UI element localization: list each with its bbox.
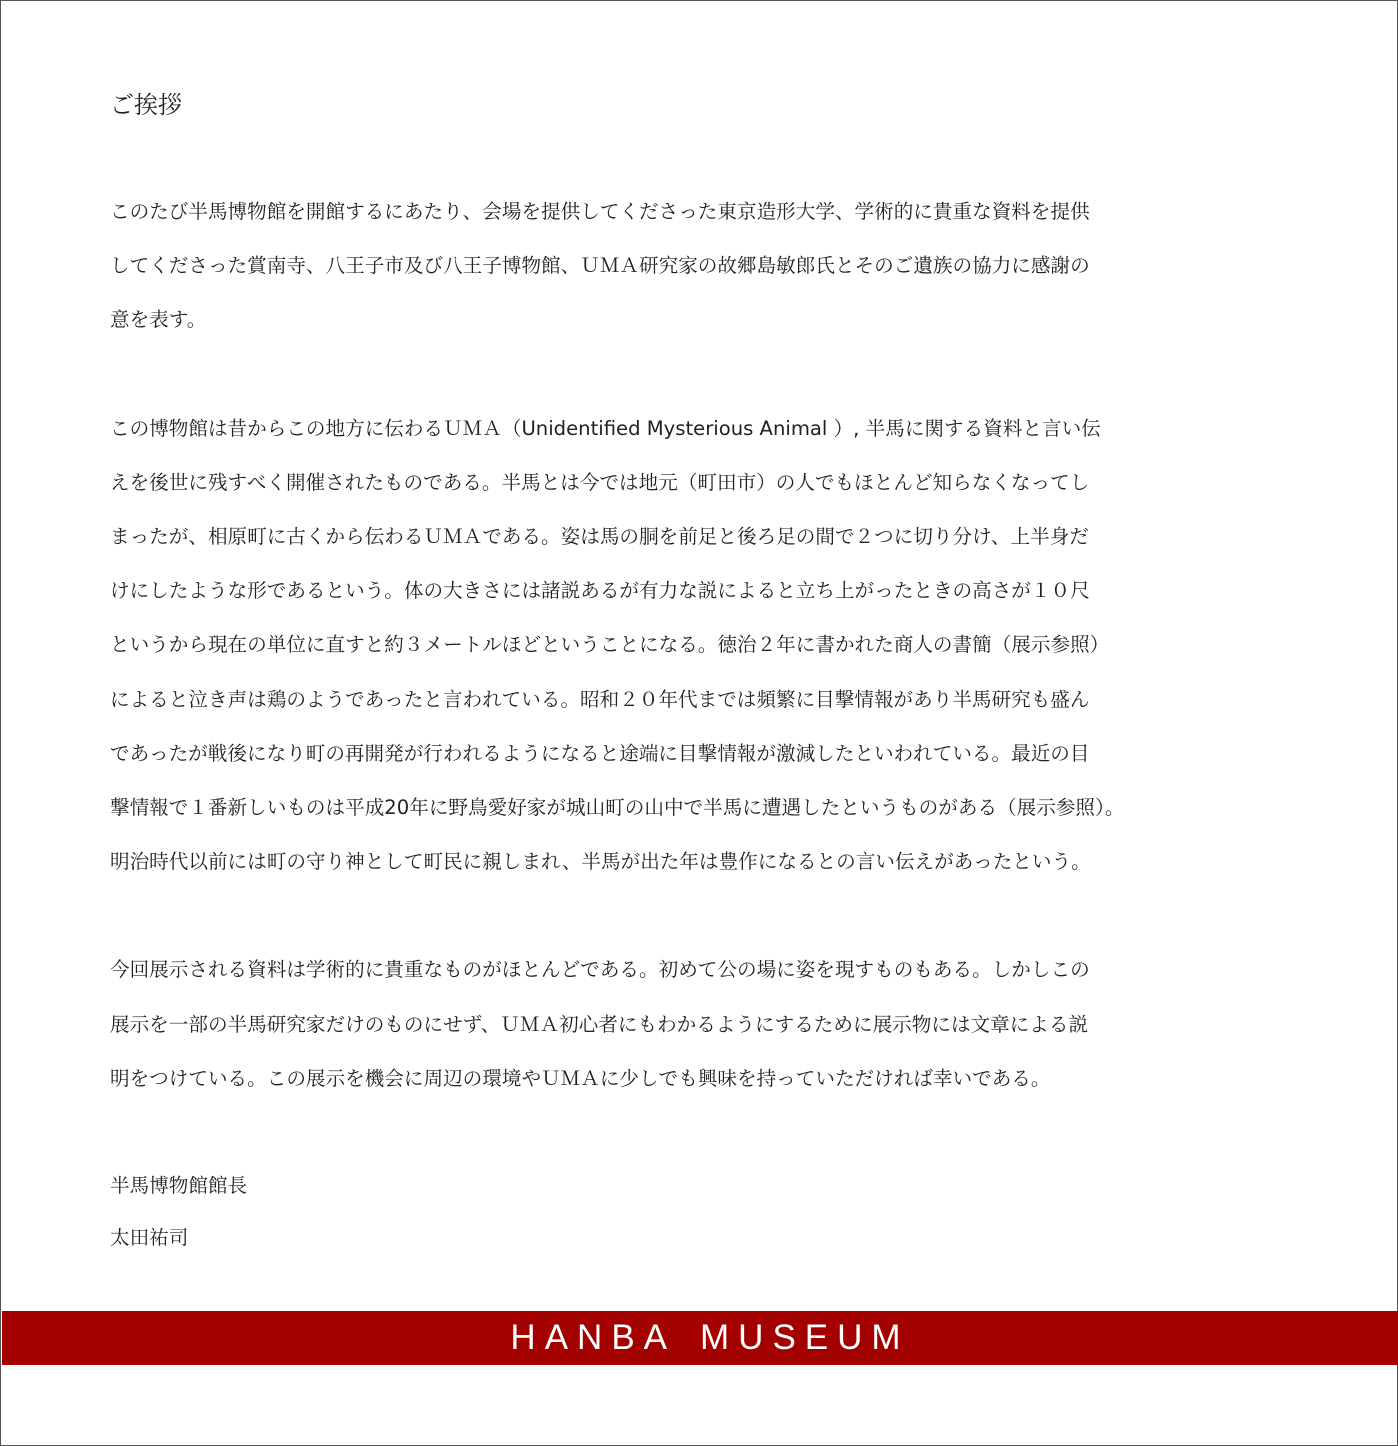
signature-position: 半馬博物館館長 (110, 1174, 248, 1198)
text-line: けにしたような形であるという。体の大きさには諸説あるが有力な説によると立ち上がったときの高さが１０尺 (110, 579, 1090, 603)
document-content (110, 83, 1350, 1264)
paragraph-acknowledgement (110, 185, 1350, 348)
signature-block (110, 1160, 1350, 1264)
text-line: このたび半馬博物館を開館するにあたり、会場を提供してくださった東京造形大学、学術的に貴重な資料を提供 (110, 200, 1090, 223)
signature-name: 太田祐司 (110, 1226, 189, 1250)
text-line: であったが戦後になり町の再開発が行われるようになると途端に目撃情報が激減したといわれている。最近の目 (110, 741, 1090, 765)
text-line: この博物館は昔からこの地方に伝わるＵＭＡ（Unidentified Mysterious Animal ）, 半馬に関する資料と言い伝 (110, 416, 1101, 440)
paragraph-spacer (110, 1106, 1350, 1160)
museum-name-word-1: HANBA (510, 1318, 677, 1357)
text-line: というから現在の単位に直すと約３メートルほどということになる。徳治２年に書かれた商人の書簡（展示参照） (110, 633, 1110, 657)
text-line: えを後世に残すべく開催されたものである。半馬とは今では地元（町田市）の人でもほとんど知らなくなってし (110, 470, 1090, 494)
paragraph-spacer (110, 348, 1350, 402)
text-line: 撃情報で１番新しいものは平成20年に野鳥愛好家が城山町の山中で半馬に遭遇したというものがある（展示参照）。 (110, 796, 1125, 820)
text-line: 展示を一部の半馬研究家だけのものにせず、ＵＭＡ初心者にもわかるようにするために展示物には文章による説 (110, 1012, 1089, 1036)
text-line: 明をつけている。この展示を機会に周辺の環境やＵＭＡに少しでも興味を持っていただければ幸いである。 (110, 1066, 1051, 1090)
footer-banner (2, 1311, 1398, 1365)
text-line: によると泣き声は鶏のようであったと言われている。昭和２０年代までは頻繁に目撃情報があり半馬研究も盛ん (110, 687, 1090, 711)
paragraph-history (110, 402, 1350, 890)
text-line: まったが、相原町に古くから伝わるＵＭＡである。姿は馬の胴を前足と後ろ足の間で２つに切り分け、上半身だ (110, 525, 1089, 549)
paragraph-exhibition (110, 943, 1350, 1106)
page-title: ご挨拶 (110, 91, 182, 119)
paragraph-spacer (110, 889, 1350, 943)
text-line: してくださった賞南寺、八王子市及び八王子博物館、ＵＭＡ研究家の故郷島敏郎氏とそのご遺族の協力に感謝の (110, 254, 1090, 278)
museum-name-word-2: MUSEUM (700, 1318, 910, 1357)
text-line: 明治時代以前には町の守り神として町民に親しまれ、半馬が出た年は豊作になるとの言い伝えがあったという。 (110, 850, 1091, 874)
text-line: 意を表す。 (110, 308, 207, 332)
museum-name (490, 1318, 909, 1358)
text-line: 今回展示される資料は学術的に貴重なものがほとんどである。初めて公の場に姿を現すものもある。しかしこの (110, 958, 1090, 982)
